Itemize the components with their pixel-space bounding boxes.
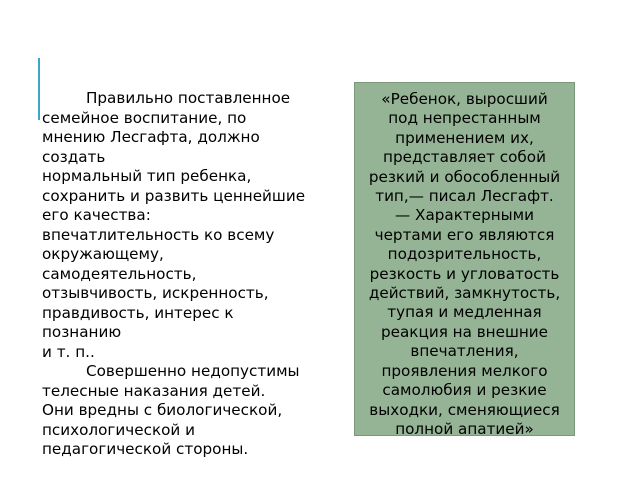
left-text-block <box>42 89 342 460</box>
quote-line: проявления мелкого <box>381 361 548 380</box>
text-line: нормальный тип ребенка, <box>42 167 252 185</box>
text-line: создать <box>42 147 106 166</box>
text-line: Совершенно недопустимы <box>86 362 300 380</box>
quote-line: полной апатией» <box>395 419 534 438</box>
text-line: телесные наказания детей. <box>42 381 266 400</box>
quote-line: резкость и угловатость <box>369 264 560 283</box>
quote-line: реакция на внешние <box>381 322 548 341</box>
quote-line: выходки, сменяющиеся <box>369 400 560 419</box>
quote-line: резкий и обособленный <box>368 167 561 186</box>
text-line: и т. п.. <box>42 342 95 361</box>
quote-line: чертами его являются <box>374 225 555 244</box>
quote-line: впечатления, <box>410 342 519 361</box>
text-line: самодеятельность, <box>42 264 197 283</box>
text-line: Они вредны с биологической, <box>42 401 283 419</box>
text-line: окружающему, <box>42 245 164 263</box>
quote-line: представляет собой <box>383 148 546 167</box>
quote-line: действий, замкнутость, <box>368 284 561 303</box>
text-line: мнению Лесгафта, должно <box>42 128 260 146</box>
text-line: Правильно поставленное <box>86 89 291 107</box>
quote-line: «Ребенок, выросший <box>381 90 548 108</box>
text-line: его качества: <box>42 206 151 224</box>
quote-line: применением их, <box>395 128 534 147</box>
text-line: психологической и <box>42 420 195 439</box>
quote-line: под непрестанным <box>388 109 541 128</box>
accent-bar <box>38 58 40 120</box>
quote-box <box>354 82 575 436</box>
paragraph-punishment <box>42 362 342 460</box>
paragraph-upbringing <box>42 89 342 362</box>
quote-line: тип,— писал Лесгафт. <box>375 187 554 206</box>
quote-line: — Характерными <box>395 206 534 225</box>
quote-line: тупая и медленная <box>387 303 542 322</box>
text-line: отзывчивость, искренность, <box>42 284 269 302</box>
text-line: познанию <box>42 323 122 341</box>
text-line: педагогической стороны. <box>42 440 249 458</box>
text-line: сохранить и развить ценнейшие <box>42 186 306 205</box>
quote-line: самолюбия и резкие <box>382 381 547 400</box>
text-line: семейное воспитание, по <box>42 108 247 127</box>
text-line: правдивость, интерес к <box>42 303 234 322</box>
quote-line: подозрительность, <box>387 245 542 264</box>
text-line: впечатлительность ко всему <box>42 225 275 244</box>
